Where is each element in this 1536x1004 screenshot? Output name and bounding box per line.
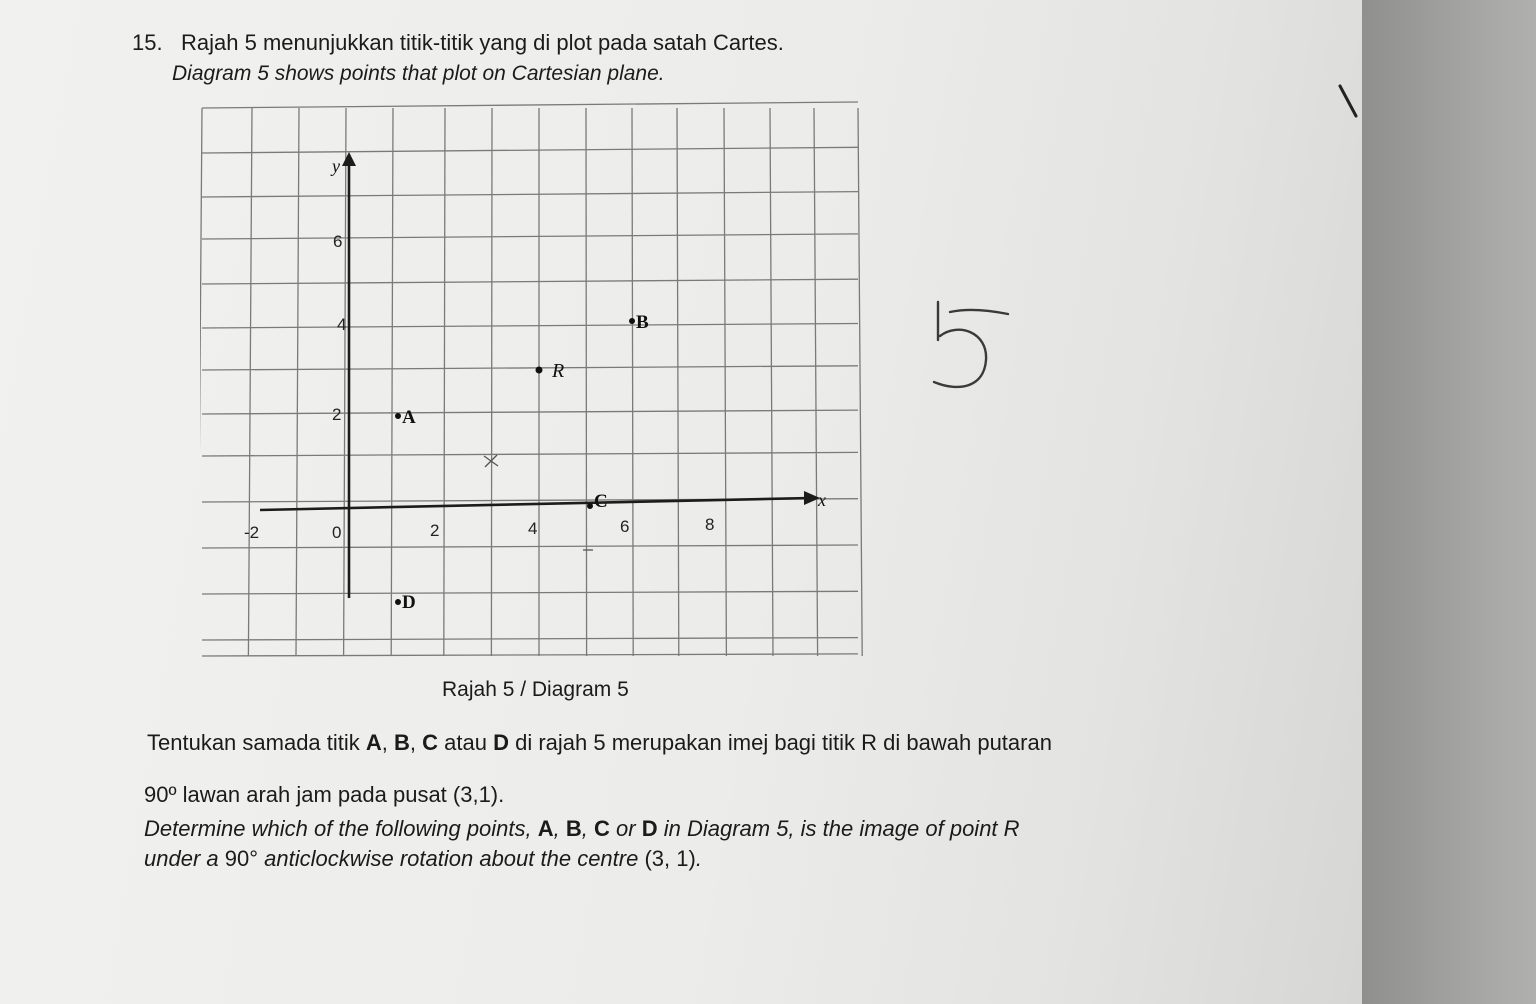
point-A-dot bbox=[395, 413, 401, 419]
handwritten-answer-5 bbox=[928, 296, 1018, 406]
grid-line-horizontal bbox=[202, 102, 858, 108]
grid-line-vertical bbox=[770, 108, 773, 656]
grid-line-horizontal bbox=[202, 654, 858, 656]
grid-line-horizontal bbox=[202, 234, 858, 239]
y-tick-label: 6 bbox=[333, 232, 343, 251]
point-C-label: C bbox=[594, 491, 608, 512]
option-C: C bbox=[422, 730, 439, 755]
grid-line-horizontal bbox=[202, 591, 858, 594]
option-D: D bbox=[493, 730, 509, 755]
text-segment: anticlockwise rotation about the centre bbox=[258, 846, 645, 871]
x-tick-label: 2 bbox=[430, 521, 440, 540]
grid-line-vertical bbox=[296, 108, 299, 656]
grid-line-horizontal bbox=[202, 366, 858, 370]
point-B-label: B bbox=[636, 312, 649, 333]
option-A: A bbox=[365, 730, 382, 755]
point-R-dot bbox=[536, 367, 543, 374]
point-C-dot bbox=[587, 503, 593, 509]
x-tick-label: -2 bbox=[244, 523, 260, 542]
point-R-label: R bbox=[552, 360, 565, 382]
grid-line-vertical bbox=[248, 108, 252, 656]
point-D bbox=[395, 592, 416, 613]
option-B: B bbox=[565, 816, 582, 841]
grid-line-horizontal bbox=[202, 452, 858, 456]
grid bbox=[200, 102, 862, 656]
angle-value: 90° bbox=[224, 846, 259, 871]
question-number: 15. bbox=[132, 30, 163, 55]
diagram-caption: Rajah 5 / Diagram 5 bbox=[442, 678, 629, 701]
grid-line-horizontal bbox=[202, 545, 858, 548]
text-segment: , bbox=[381, 730, 395, 755]
grid-line-vertical bbox=[724, 108, 726, 656]
grid-line-vertical bbox=[677, 108, 679, 656]
option-A: A bbox=[537, 816, 554, 841]
question-body-malay-line1 bbox=[147, 730, 1052, 756]
grid-line-vertical bbox=[491, 108, 492, 656]
question-title-malay: Rajah 5 menunjukkan titik-titik yang di plot pada satah Cartes. bbox=[181, 30, 784, 55]
grid-line-vertical bbox=[391, 108, 393, 656]
grid-line-horizontal bbox=[202, 638, 858, 640]
point-R bbox=[536, 360, 565, 382]
question-body-english-line2 bbox=[144, 846, 702, 872]
text-segment: or bbox=[609, 816, 642, 841]
text-segment: in Diagram 5, is the image of point R bbox=[657, 816, 1020, 841]
text-segment: atau bbox=[438, 730, 494, 755]
y-axis-label: y bbox=[332, 156, 340, 176]
option-B: B bbox=[394, 730, 410, 755]
y-tick-label: 4 bbox=[337, 315, 347, 334]
background-surface bbox=[1362, 0, 1536, 1004]
grid-line-vertical bbox=[444, 108, 445, 656]
question-body-malay-line2: 90º lawan arah jam pada pusat (3,1). bbox=[144, 782, 505, 807]
x-tick-label: 8 bbox=[705, 515, 715, 534]
cartesian-diagram bbox=[200, 100, 865, 660]
grid-line-vertical bbox=[632, 108, 633, 656]
text-segment: di rajah 5 merupakan imej bagi titik R di bawah putaran bbox=[508, 730, 1052, 755]
point-B-dot bbox=[629, 318, 635, 324]
grid-line-horizontal bbox=[202, 324, 858, 329]
y-tick-label: 2 bbox=[332, 405, 342, 424]
text-segment: , bbox=[409, 730, 423, 755]
point-D-dot bbox=[395, 599, 401, 605]
point-A-label: A bbox=[402, 407, 416, 428]
text-segment: Tentukan samada titik bbox=[147, 730, 366, 755]
x-tick-label: 4 bbox=[528, 519, 538, 538]
grid-line-vertical bbox=[344, 108, 346, 656]
pencil-mark bbox=[1336, 84, 1366, 124]
grid-line-vertical bbox=[814, 108, 818, 656]
x-axis-label: x bbox=[818, 490, 826, 510]
x-tick-label: 6 bbox=[620, 517, 630, 536]
point-D-label: D bbox=[402, 592, 416, 613]
text-segment: under a bbox=[144, 846, 225, 871]
y-axis-arrow bbox=[342, 152, 356, 166]
centre-value: (3, 1) bbox=[644, 846, 696, 871]
question-title-english: Diagram 5 shows points that plot on Cartesian plane. bbox=[172, 62, 665, 85]
text-segment: , bbox=[581, 816, 595, 841]
question-body-english-line1 bbox=[144, 816, 1020, 842]
handwriting-stroke bbox=[934, 302, 1008, 387]
grid-line-horizontal bbox=[202, 279, 858, 284]
grid-line-horizontal bbox=[202, 192, 858, 197]
grid-line-horizontal bbox=[202, 147, 858, 153]
grid-line-vertical bbox=[200, 108, 202, 656]
x-tick-label: 0 bbox=[332, 523, 342, 542]
text-segment: Determine which of the following points, bbox=[144, 816, 538, 841]
point-A bbox=[395, 407, 416, 428]
text-segment: , bbox=[553, 816, 566, 841]
option-C: C bbox=[594, 816, 610, 841]
pencil-stroke bbox=[1340, 86, 1356, 116]
option-D: D bbox=[641, 816, 658, 841]
grid-line-horizontal bbox=[202, 410, 858, 414]
text-segment: . bbox=[695, 846, 702, 871]
grid-line-vertical bbox=[858, 108, 862, 656]
grid-line-vertical bbox=[586, 108, 587, 656]
